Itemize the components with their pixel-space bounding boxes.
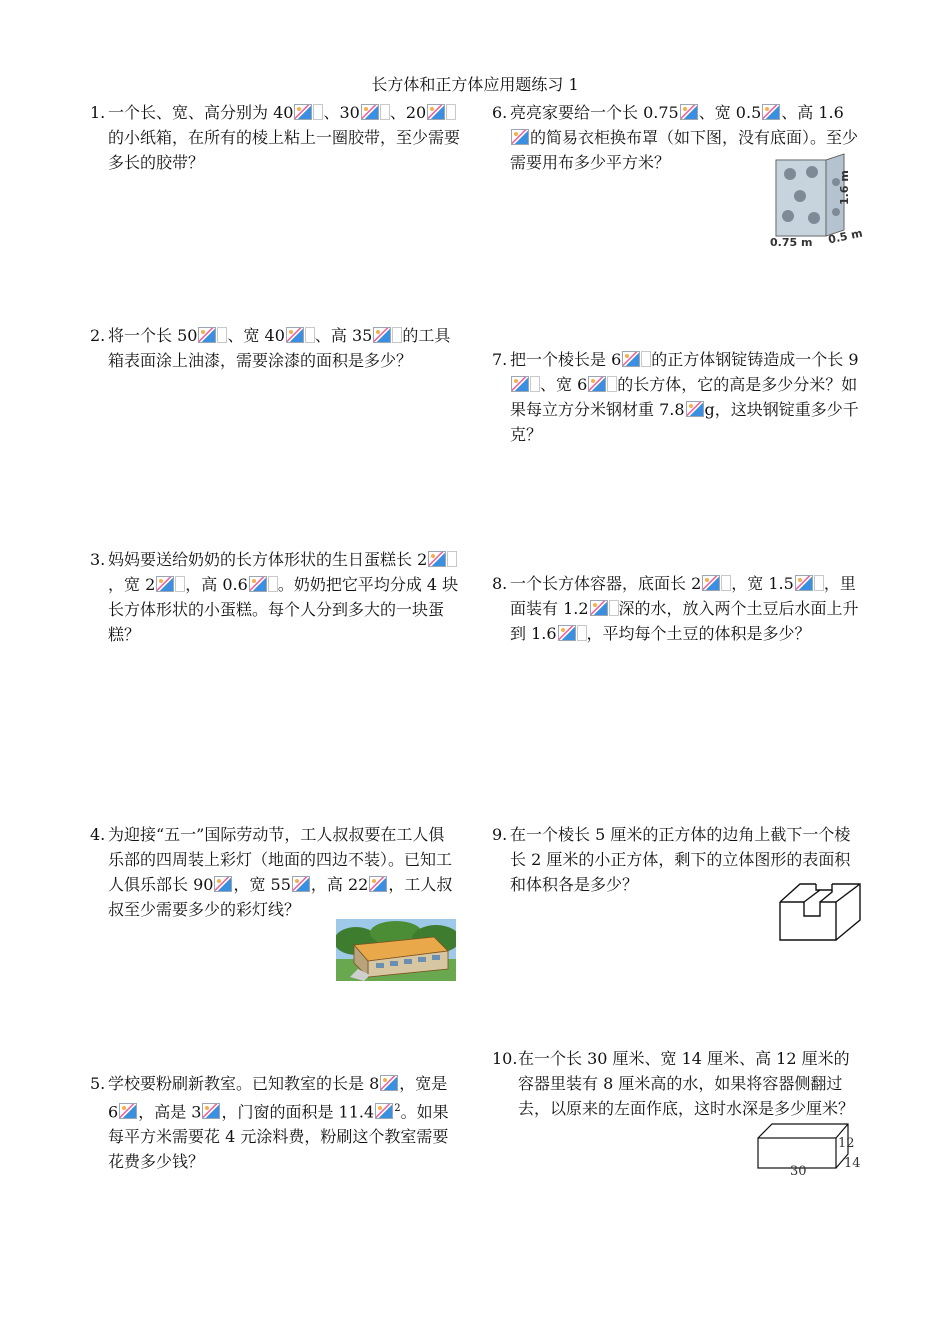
missing-image-icon [380,1075,398,1091]
problem-number: 1. [90,103,106,122]
missing-image-icon [814,575,824,591]
missing-image-icon [305,327,315,343]
wardrobe-length-label: 0.75 m [770,236,813,249]
missing-image-icon [702,575,720,591]
missing-image-icon [119,1103,137,1119]
box-length-label: 30 [790,1164,807,1179]
missing-image-icon [373,327,391,343]
missing-image-icon [680,104,698,120]
missing-image-icon [686,401,704,417]
problem-number: 4. [90,825,106,844]
problem-number: 7. [492,350,508,369]
wardrobe-width-label: 0.5 m [827,226,864,247]
missing-image-icon [375,1103,393,1119]
missing-image-icon [588,376,606,392]
missing-image-icon [721,575,731,591]
problem-number: 10. [492,1049,518,1068]
page-title: 长方体和正方体应用题练习 1 [371,75,579,94]
missing-image-icon [268,576,278,592]
missing-image-icon [294,104,312,120]
problem-6: 6. 亮亮家要给一个长 0.75 、宽 0.5 、高 1.6的简易衣柜换布罩（如下图，没有底面）。至少需要用布多少平方米？ [510,100,862,175]
missing-image-icon [609,600,619,616]
missing-image-icon [313,104,323,120]
problem-2: 2. 将一个长 50 、宽 40 、高 35 的工具箱表面涂上油漆，需要涂漆的面积是多少？ [108,323,460,373]
missing-image-icon [577,625,587,641]
missing-image-icon [622,351,640,367]
box-width-label: 14 [844,1156,861,1171]
club-building-illustration [336,919,456,981]
missing-image-icon [428,551,446,567]
missing-image-icon [156,576,174,592]
problem-number: 2. [90,326,106,345]
missing-image-icon [558,625,576,641]
missing-image-icon [292,876,310,892]
problem-8: 8. 一个长方体容器，底面长 2 ，宽 1.5 ，里面装有 1.2 深的水，放入两个土豆后水面上升到 1.6 ，平均每个土豆的体积是多少？ [510,571,862,646]
wardrobe-height-label: 1.6 m [838,170,851,205]
problem-4: 4. 为迎接“五一”国际劳动节，工人叔叔要在工人俱乐部的四周装上彩灯（地面的四边不装）。已知工人俱乐部长 90 ，宽 55 ，高 22 ，工人叔叔至少需要多少的彩灯线？ [108,822,460,922]
missing-image-icon [641,351,651,367]
missing-image-icon [217,327,227,343]
missing-image-icon [286,327,304,343]
missing-image-icon [511,376,529,392]
missing-image-icon [175,576,185,592]
missing-image-icon [607,376,617,392]
cut-cube-figure [776,880,866,944]
missing-image-icon [202,1103,220,1119]
missing-image-icon [214,876,232,892]
problem-number: 8. [492,574,508,593]
missing-image-icon [530,376,540,392]
problem-10: 10. 在一个长 30 厘米、宽 14 厘米、高 12 厘米的容器里装有 8 厘米高的水，如果将容器侧翻过去，以原来的左面作底，这时水深是多少厘米？ [518,1046,862,1121]
problem-number: 6. [492,103,508,122]
problem-1: 1. 一个长、宽、高分别为 40 、30 、20的小纸箱，在所有的棱上粘上一圈胶带，至少需要多长的胶带？ [108,100,460,175]
missing-image-icon [795,575,813,591]
problem-5: 5. 学校要粉刷新教室。已知教室的长是 8 ，宽是 6 ，高是 3 ，门窗的面积是 11.4 $^2$。如果每平方米需要花 4 元涂料费，粉刷这个教室需要花费多少钱？ [108,1071,460,1174]
missing-image-icon [369,876,387,892]
missing-image-icon [198,327,216,343]
missing-image-icon [392,327,402,343]
missing-image-icon [446,104,456,120]
problem-3: 3. 妈妈要送给奶奶的长方体形状的生日蛋糕长 2，宽 2 ，高 0.6 。奶奶把它平均分成 4 块长方体形状的小蛋糕。每个人分到多大的一块蛋糕？ [108,547,460,647]
problem-7: 7. 把一个棱长是 6 的正方体钢锭铸造成一个长 9、宽 6 的长方体，它的高是多少分米？如果每立方分米钢材重 7.8 g，这块钢锭重多少千克？ [510,347,862,447]
problem-number: 9. [492,825,508,844]
missing-image-icon [361,104,379,120]
problem-number: 5. [90,1074,106,1093]
missing-image-icon [249,576,267,592]
missing-image-icon [590,600,608,616]
missing-image-icon [447,551,457,567]
problem-9: 9. 在一个棱长 5 厘米的正方体的边角上截下一个棱长 2 厘米的小正方体，剩下的立体图形的表面积和体积各是多少？ [510,822,862,897]
missing-image-icon [511,129,529,145]
missing-image-icon [380,104,390,120]
missing-image-icon [427,104,445,120]
missing-image-icon [762,104,780,120]
box-height-label: 12 [838,1136,855,1151]
problem-number: 3. [90,550,106,569]
